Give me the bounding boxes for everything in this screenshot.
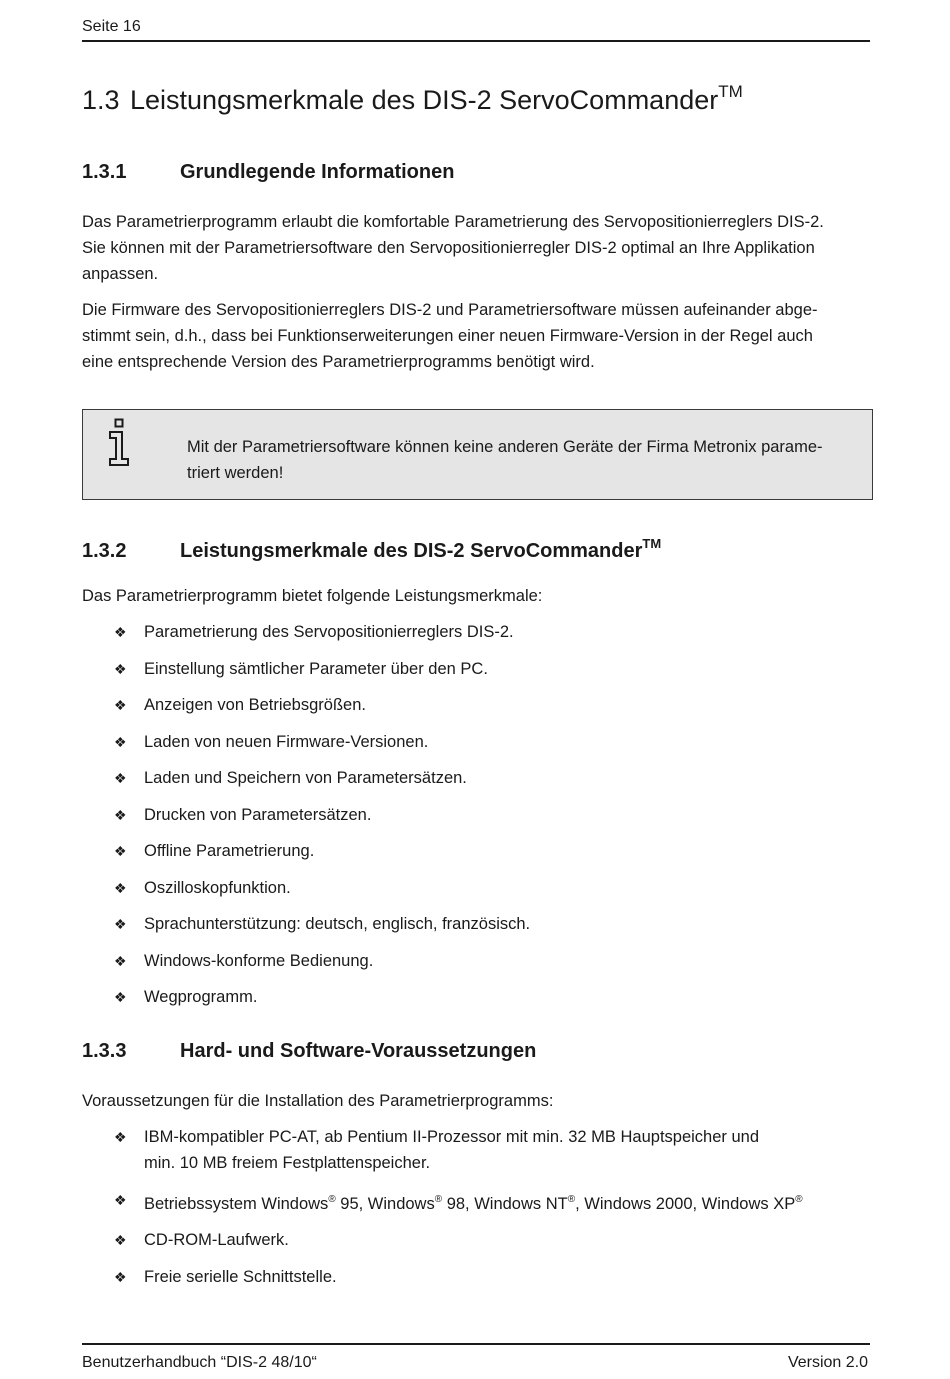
paragraph-line: Das Parametrierprogramm erlaubt die komfortable Parametrierung des Servopositionierreglers DIS-2. bbox=[82, 213, 824, 231]
list-item bbox=[82, 948, 870, 974]
list-item-text: Laden und Speichern von Parametersätzen. bbox=[144, 769, 467, 787]
list-item bbox=[82, 619, 870, 645]
bullet-icon: ❖ bbox=[114, 770, 127, 786]
list-item-text: IBM-kompatibler PC-AT, ab Pentium II-Prozessor mit min. 32 MB Hauptspeicher und bbox=[144, 1128, 760, 1146]
list-item bbox=[82, 1124, 870, 1176]
note-line: Mit der Parametriersoftware können keine anderen Geräte der Firma Metronix parame- bbox=[187, 438, 823, 456]
paragraph-firmware bbox=[82, 297, 872, 375]
list-item-text: Windows-konforme Bedienung. bbox=[144, 951, 374, 970]
list-item bbox=[82, 765, 870, 791]
info-note-box bbox=[82, 409, 873, 500]
list-item bbox=[82, 802, 870, 828]
section-number: 1.3 bbox=[82, 85, 120, 115]
bullet-icon: ❖ bbox=[114, 697, 127, 713]
list-item-text: Sprachunterstützung: deutsch, englisch, französisch. bbox=[144, 915, 531, 933]
list-item-text: Laden von neuen Firmware-Versionen. bbox=[144, 732, 429, 751]
list-item-text: Parametrierung des Servopositionierreglers DIS-2. bbox=[144, 623, 514, 641]
bullet-icon: ❖ bbox=[114, 733, 127, 750]
bullet-icon: ❖ bbox=[114, 1232, 127, 1248]
list-item-text: Offline Parametrierung. bbox=[144, 842, 315, 860]
list-item-text: CD-ROM-Laufwerk. bbox=[144, 1231, 289, 1249]
list-item bbox=[82, 656, 870, 682]
list-item-text: Wegprogramm. bbox=[144, 988, 258, 1006]
section-heading-1-3-2 bbox=[82, 536, 661, 563]
paragraph-line: Sie können mit der Parametriersoftware den Servopositionierregler DIS-2 optimal an Ihre Applikation bbox=[82, 239, 815, 257]
list-item bbox=[82, 1264, 870, 1290]
registered-mark: ® bbox=[795, 1193, 803, 1205]
paragraph-line: anpassen. bbox=[82, 265, 159, 283]
section-heading-1-3-3 bbox=[82, 1040, 536, 1063]
section-title: Leistungsmerkmale des DIS-2 ServoCommander bbox=[180, 540, 643, 562]
section-number: 1.3.1 bbox=[82, 161, 127, 183]
page-header-label: Seite 16 bbox=[82, 18, 141, 35]
list-item bbox=[82, 911, 870, 937]
list-item bbox=[82, 984, 870, 1010]
paragraph-line: stimmt sein, d.h., dass bei Funktionserweiterungen einer neuen Firmware-Version in der Regel auch bbox=[82, 327, 813, 345]
header-rule bbox=[82, 40, 870, 42]
os-text-part: 98, Windows NT bbox=[442, 1194, 568, 1213]
trademark-sup: TM bbox=[642, 536, 662, 551]
os-text-part: , Windows 2000, Windows XP bbox=[575, 1194, 796, 1213]
section-number: 1.3.3 bbox=[82, 1040, 127, 1062]
section-number: 1.3.2 bbox=[82, 540, 127, 562]
os-text-part: 95, Windows bbox=[335, 1194, 435, 1213]
bullet-icon: ❖ bbox=[114, 879, 127, 896]
registered-mark: ® bbox=[328, 1193, 336, 1205]
list-item-text: Freie serielle Schnittstelle. bbox=[144, 1267, 337, 1286]
section-title: Hard- und Software-Voraussetzungen bbox=[180, 1040, 537, 1062]
bullet-icon: ❖ bbox=[114, 660, 127, 677]
bullet-icon: ❖ bbox=[114, 843, 127, 859]
section-heading-1-3-1 bbox=[82, 161, 454, 184]
os-text-prefix: Betriebssystem Windows bbox=[144, 1194, 329, 1213]
bullet-icon: ❖ bbox=[114, 624, 127, 640]
bullet-icon: ❖ bbox=[114, 952, 127, 969]
list-item bbox=[82, 729, 870, 755]
list-item-text: Einstellung sämtlicher Parameter über den PC. bbox=[144, 659, 488, 678]
list-item bbox=[82, 1227, 870, 1253]
list-item-text: Drucken von Parametersätzen. bbox=[144, 805, 372, 824]
list-item bbox=[82, 1187, 870, 1217]
footer-version: Version 2.0 bbox=[787, 1354, 868, 1371]
bullet-icon: ❖ bbox=[114, 1129, 127, 1145]
note-text bbox=[187, 434, 859, 486]
footer-rule bbox=[82, 1343, 870, 1345]
registered-mark: ® bbox=[567, 1193, 576, 1205]
footer-document-title: Benutzerhandbuch “DIS-2 48/10“ bbox=[82, 1354, 317, 1371]
paragraph-line: eine entsprechende Version des Parametrierprogramms benötigt wird. bbox=[82, 353, 595, 371]
registered-mark: ® bbox=[434, 1193, 443, 1205]
bullet-icon: ❖ bbox=[114, 1268, 127, 1285]
note-line: triert werden! bbox=[187, 464, 284, 482]
features-list bbox=[82, 619, 870, 1010]
bullet-icon: ❖ bbox=[114, 916, 127, 932]
trademark-sup: TM bbox=[718, 82, 743, 101]
bullet-icon: ❖ bbox=[114, 1191, 127, 1208]
list-item-text: Oszilloskopfunktion. bbox=[144, 878, 291, 897]
bullet-icon: ❖ bbox=[114, 989, 127, 1005]
bullet-icon: ❖ bbox=[114, 806, 127, 823]
list-item-text: min. 10 MB freiem Festplattenspeicher. bbox=[144, 1154, 431, 1172]
list-item bbox=[82, 838, 870, 864]
list-item bbox=[82, 875, 870, 901]
list-item-text: Anzeigen von Betriebsgrößen. bbox=[144, 696, 366, 714]
requirements-list bbox=[82, 1124, 870, 1290]
info-icon bbox=[107, 418, 131, 466]
list-item bbox=[82, 692, 870, 718]
section-title: Grundlegende Informationen bbox=[180, 161, 455, 183]
section-title: Leistungsmerkmale des DIS-2 ServoCommander bbox=[130, 85, 719, 115]
section-heading-1-3 bbox=[82, 82, 743, 116]
features-intro: Das Parametrierprogramm bietet folgende Leistungsmerkmale: bbox=[82, 587, 543, 605]
paragraph-line: Die Firmware des Servopositionierreglers DIS-2 und Parametriersoftware müssen aufeinander abge- bbox=[82, 301, 818, 319]
requirements-intro: Voraussetzungen für die Installation des Parametrierprogramms: bbox=[82, 1092, 554, 1110]
paragraph-intro bbox=[82, 209, 872, 287]
